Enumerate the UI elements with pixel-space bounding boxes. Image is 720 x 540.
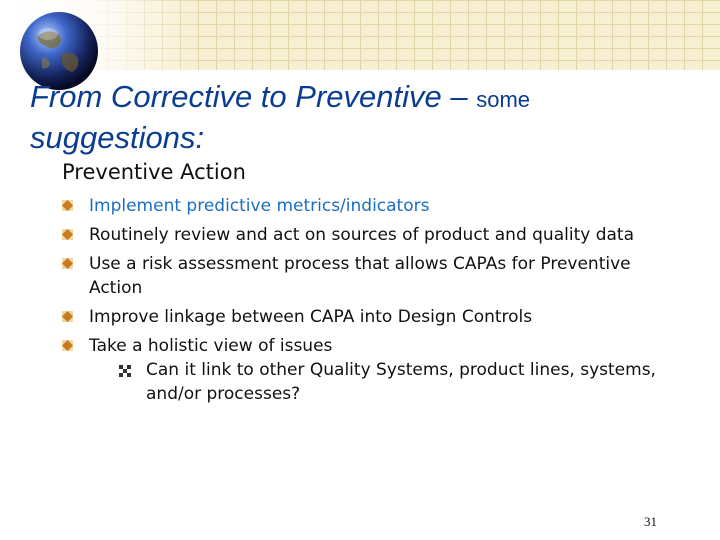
sub-bullet-item [119, 358, 682, 406]
title-small: some [476, 87, 530, 112]
sub-bullet-text: Can it link to other Quality Systems, product lines, systems, and/or processes? [146, 360, 656, 404]
title-line2: suggestions: [30, 120, 205, 155]
diamond-bullet-icon [62, 229, 73, 240]
bullet-item [62, 305, 682, 329]
bullet-text: Use a risk assessment process that allows CAPAs for Preventive Action [89, 254, 631, 298]
diamond-bullet-icon [62, 311, 73, 322]
section-heading: Preventive Action [62, 160, 246, 184]
bullet-text: Implement predictive metrics/indicators [89, 196, 430, 216]
bullet-item [62, 194, 682, 218]
diamond-bullet-icon [62, 200, 73, 211]
bullet-text: Take a holistic view of issues [89, 336, 333, 356]
bullet-text: Routinely review and act on sources of product and quality data [89, 225, 634, 245]
bullet-item [62, 334, 682, 406]
diamond-bullet-icon [62, 258, 73, 269]
checker-bullet-icon [119, 365, 131, 377]
bullet-item [62, 252, 682, 300]
bullet-item [62, 223, 682, 247]
diamond-bullet-icon [62, 340, 73, 351]
title-main: From Corrective to Preventive – [30, 79, 477, 114]
slide-title [30, 78, 690, 157]
bullet-list [62, 194, 682, 406]
page-number: 31 [644, 514, 657, 529]
bullet-text: Improve linkage between CAPA into Design Controls [89, 307, 533, 327]
